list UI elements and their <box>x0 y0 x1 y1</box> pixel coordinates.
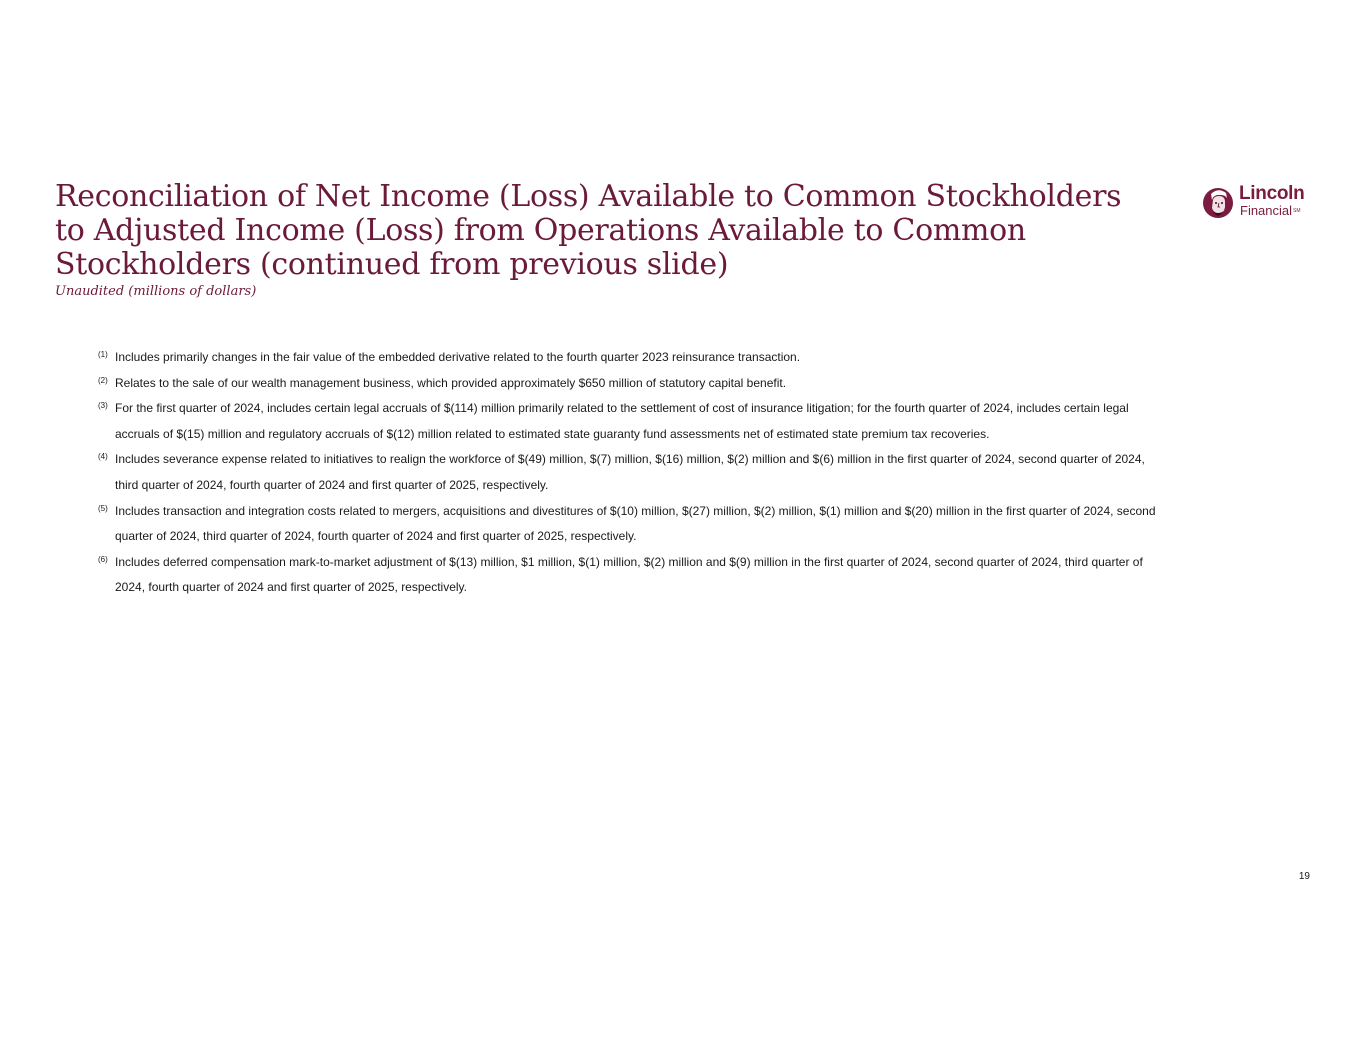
footnote-text: For the first quarter of 2024, includes certain legal accruals of $(114) million primarily related to the settlement of cost of insurance litigation; for the fourth quarter of 2024, includes certain legal accruals of $(15) million and regulatory accruals of $(12) million related to estimated state guaranty fund assessments net of estimated state premium tax recoveries. <box>115 401 1129 441</box>
page-number: 19 <box>1298 871 1310 882</box>
lincoln-financial-logo <box>1202 182 1312 222</box>
footnote-text: Includes severance expense related to initiatives to realign the workforce of $(49) million, $(7) million, $(16) million, $(2) million and $(6) million in the first quarter of 2024, second quarter of 2024, third quarter of 2024, fourth quarter of 2024 and first quarter of 2025, respectively. <box>115 452 1145 492</box>
footnote-1 <box>96 345 1156 371</box>
logo-text-lincoln: Lincoln <box>1239 183 1305 204</box>
footnote-number: (6) <box>98 554 108 564</box>
footnote-4 <box>96 447 1156 498</box>
footnote-number: (1) <box>98 350 108 359</box>
footnote-number: (3) <box>98 401 108 411</box>
page-subtitle: Unaudited (millions of dollars) <box>55 284 257 299</box>
footnote-3 <box>96 396 1156 447</box>
footnote-text: Includes transaction and integration costs related to mergers, acquisitions and divestitures of $(10) million, $(27) million, $(2) million, $(1) million and $(20) million in the first quarter of 2024, second quarter of 2024, third quarter of 2024, fourth quarter of 2024 and first quarter of 2025, respectively. <box>115 503 1156 544</box>
footnote-2 <box>96 371 1156 397</box>
footnote-5 <box>96 499 1156 550</box>
footnote-text: Relates to the sale of our wealth management business, which provided approximately $650 million of statutory capital benefit. <box>115 375 787 390</box>
footnote-number: (5) <box>98 503 108 513</box>
logo-text-financial <box>1240 204 1301 218</box>
footnote-number: (4) <box>98 452 108 462</box>
logo-service-mark: SM <box>1293 208 1301 214</box>
lincoln-portrait-icon <box>1202 182 1236 222</box>
footnotes-list <box>96 345 1156 601</box>
footnote-number: (2) <box>98 375 108 385</box>
logo-text-financial-word: Financial <box>1240 203 1293 218</box>
page-title: Reconciliation of Net Income (Loss) Available to Common Stockholders to Adjusted Income (Loss) from Operations Available to Common Stockholders (continued from previous slide) <box>55 179 1122 282</box>
footnote-6 <box>96 550 1156 601</box>
footnote-text: Includes primarily changes in the fair value of the embedded derivative related to the fourth quarter 2023 reinsurance transaction. <box>115 350 801 364</box>
footnote-text: Includes deferred compensation mark-to-market adjustment of $(13) million, $1 million, $(1) million, $(2) million and $(9) million in the first quarter of 2024, second quarter of 2024, third quarter of 2024, fourth quarter of 2024 and first quarter of 2025, respectively. <box>115 554 1143 595</box>
